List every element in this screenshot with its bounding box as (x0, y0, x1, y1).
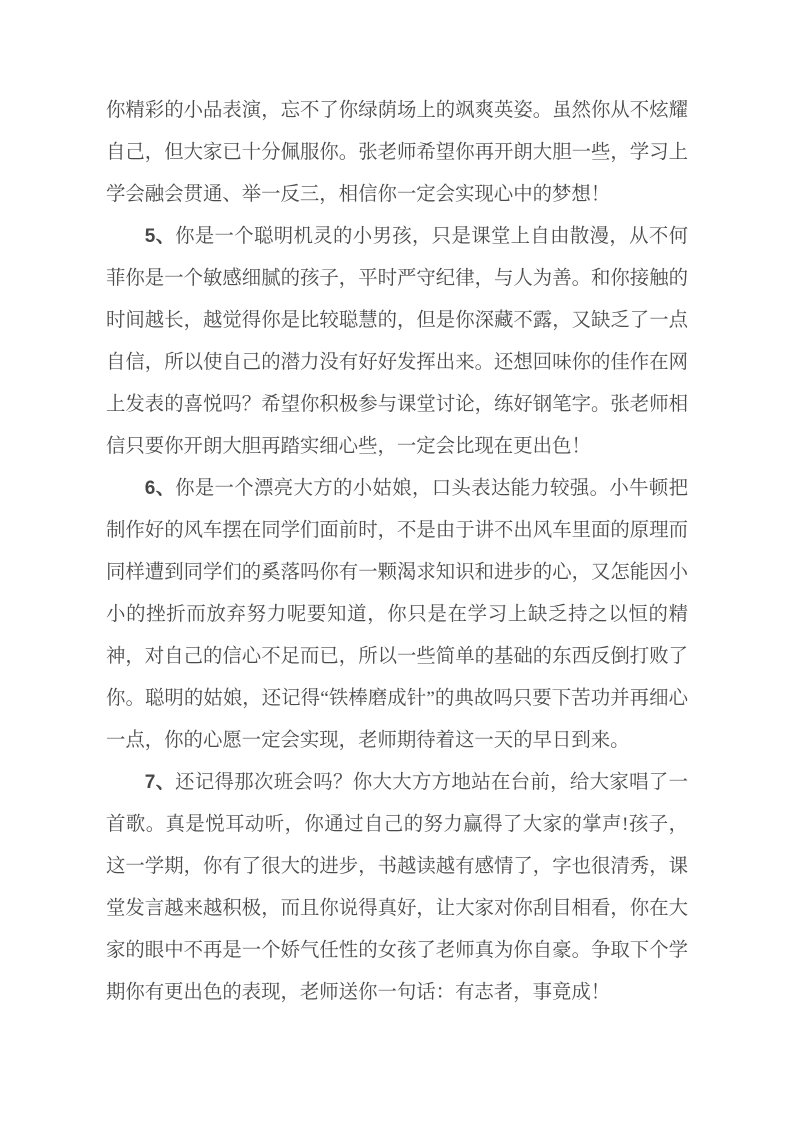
paragraph-continuation (106, 90, 688, 216)
paragraph-text: 你是一个漂亮大方的小姑娘，口头表达能力较强。小牛顿把制作好的风车摆在同学们面前时，不是由于讲不出风车里面的原理而同样遭到同学们的奚落吗你有一颗渴求知识和进步的心，又怎能因小小的挫折而放弃努力呢要知道，你只是在学习上缺乏持之以恒的精神，对自己的信心不足而已，所以一些简单的基础的东西反倒打败了你。聪明的姑娘，还记得“铁棒磨成针”的典故吗只要下苦功并再细心一点，你的心愿一定会实现，老师期待着这一天的早日到来。 (106, 478, 689, 751)
document-body (106, 90, 688, 1014)
paragraph-text: 你精彩的小品表演，忘不了你绿荫场上的飒爽英姿。虽然你从不炫耀自己，但大家已十分佩服你。张老师希望你再开朗大胆一些，学习上学会融会贯通、举一反三，相信你一定会实现心中的梦想！ (106, 100, 688, 205)
paragraph-text: 你是一个聪明机灵的小男孩，只是课堂上自由散漫，从不何菲你是一个敏感细腻的孩子，平时严守纪律，与人为善。和你接触的时间越长，越觉得你是比较聪慧的，但是你深藏不露，又缺乏了一点自信，所以使自己的潜力没有好好发挥出来。还想回味你的佳作在网上发表的喜悦吗？希望你积极参与课堂讨论，练好钢笔字。张老师相信只要你开朗大胆再踏实细心些，一定会比现在更出色！ (106, 226, 689, 457)
paragraph-5 (106, 216, 688, 468)
paragraph-number: 7、 (144, 772, 176, 793)
paragraph-6 (106, 468, 688, 762)
paragraph-7 (106, 762, 688, 1014)
paragraph-number: 6、 (144, 478, 176, 499)
paragraph-number: 5、 (144, 226, 176, 247)
paragraph-text: 还记得那次班会吗？你大大方方地站在台前，给大家唱了一首歌。真是悦耳动听，你通过自己的努力赢得了大家的掌声!孩子，这一学期，你有了很大的进步，书越读越有感情了，字也很清秀，课堂发言越来越积极，而且你说得真好，让大家对你刮目相看，你在大家的眼中不再是一个娇气任性的女孩了老师真为你自豪。争取下个学期你有更出色的表现，老师送你一句话：有志者，事竟成！ (106, 772, 689, 1003)
